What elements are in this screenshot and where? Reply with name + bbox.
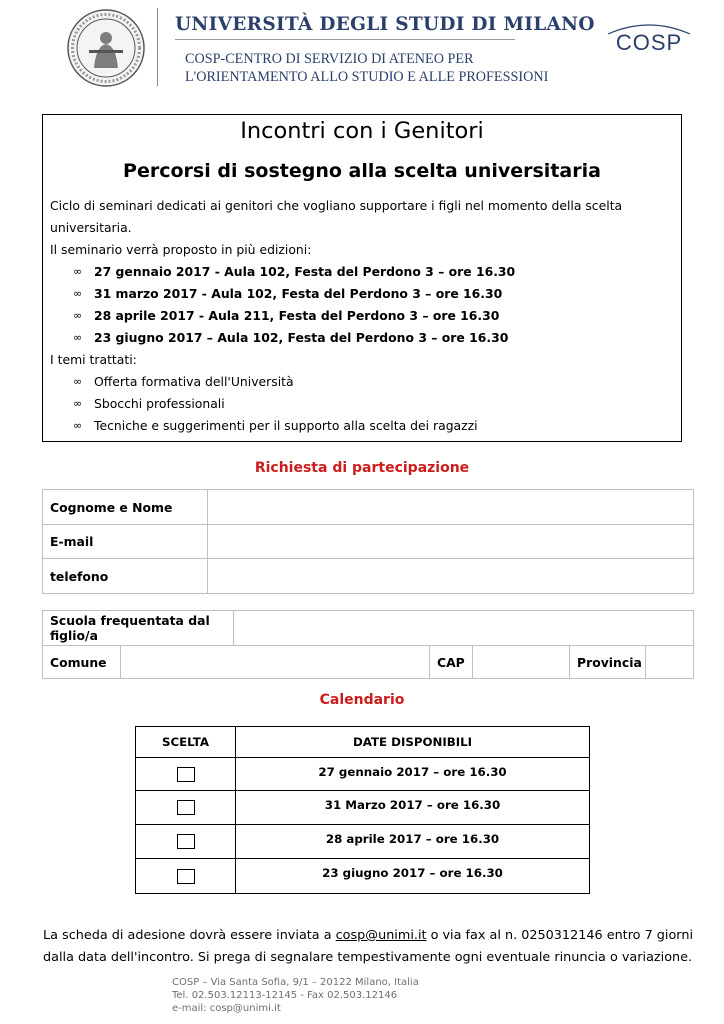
comune-field[interactable] (121, 646, 430, 679)
cosp-logo-text: COSP (615, 30, 683, 55)
cap-label: CAP (430, 646, 473, 679)
phone-field[interactable] (208, 559, 694, 594)
field-label-name: Cognome e Nome (43, 490, 208, 525)
school-label-line1: Scuola frequentata dal (50, 613, 210, 628)
intro-box (42, 114, 682, 442)
university-seal-icon (66, 8, 146, 88)
name-field[interactable] (208, 490, 694, 525)
choice-cell (136, 791, 236, 825)
bullet-icon: ∞ (73, 265, 83, 278)
address-line1: COSP – Via Santa Sofia, 9/1 – 20122 Milano, Italia (172, 977, 419, 988)
column-header-dates: DATE DISPONIBILI (236, 727, 590, 758)
address-line2: Tel. 02.503.12113-12145 - Fax 02.503.12146 (172, 990, 398, 1001)
cap-field[interactable] (473, 646, 570, 679)
school-table (42, 610, 694, 679)
topics-intro: I temi trattati: (50, 352, 137, 367)
topic-item: Offerta formativa dell'Università (94, 374, 294, 389)
university-name: UNIVERSITÀ DEGLI STUDI DI MILANO (175, 14, 595, 35)
page-subtitle: Percorsi di sostegno alla scelta universitaria (123, 160, 601, 182)
date-checkbox[interactable] (177, 869, 195, 884)
field-label-phone: telefono (43, 559, 208, 594)
edition-item: 23 giugno 2017 – Aula 102, Festa del Perdono 3 – ore 16.30 (94, 330, 509, 345)
edition-item: 28 aprile 2017 - Aula 211, Festa del Perdono 3 – ore 16.30 (94, 308, 500, 323)
address-line3: e-mail: cosp@unimi.it (172, 1003, 281, 1014)
submission-instructions (43, 926, 693, 946)
personal-data-table (42, 489, 694, 594)
cosp-logo (604, 22, 694, 56)
date-option: 31 Marzo 2017 – ore 16.30 (236, 791, 590, 825)
bullet-icon: ∞ (73, 309, 83, 322)
center-name-line1: COSP-CENTRO DI SERVIZIO DI ATENEO PER (185, 51, 474, 67)
field-label-email: E-mail (43, 525, 208, 559)
bullet-icon: ∞ (73, 397, 83, 410)
email-link[interactable]: cosp@unimi.it (335, 928, 427, 943)
request-heading: Richiesta di partecipazione (254, 460, 470, 476)
header-divider (157, 8, 158, 86)
page-title: Incontri con i Genitori (240, 118, 484, 144)
email-field[interactable] (208, 525, 694, 559)
instructions-text: La scheda di adesione dovrà essere inviata a (43, 928, 336, 943)
calendar-heading: Calendario (319, 692, 405, 708)
column-header-choice: SCELTA (136, 727, 236, 758)
choice-cell (136, 825, 236, 859)
school-field[interactable] (234, 611, 694, 646)
calendar-table (135, 726, 590, 894)
provincia-label: Provincia (570, 646, 646, 679)
topic-item: Sbocchi professionali (94, 396, 225, 411)
edition-item: 27 gennaio 2017 - Aula 102, Festa del Perdono 3 – ore 16.30 (94, 264, 516, 279)
school-label (43, 611, 234, 646)
provincia-field[interactable] (646, 646, 694, 679)
date-checkbox[interactable] (177, 767, 195, 782)
comune-label: Comune (43, 646, 121, 679)
editions-intro: Il seminario verrà proposto in più edizioni: (50, 242, 312, 257)
choice-cell (136, 859, 236, 894)
center-name-line2: L'ORIENTAMENTO ALLO STUDIO E ALLE PROFESSIONI (185, 69, 549, 85)
school-label-line2: figlio/a (50, 628, 98, 643)
description-line2: universitaria. (50, 220, 132, 235)
edition-item: 31 marzo 2017 - Aula 102, Festa del Perdono 3 – ore 16.30 (94, 286, 503, 301)
date-checkbox[interactable] (177, 834, 195, 849)
bullet-icon: ∞ (73, 375, 83, 388)
bullet-icon: ∞ (73, 331, 83, 344)
topic-item: Tecniche e suggerimenti per il supporto alla scelta dei ragazzi (94, 418, 478, 433)
bullet-icon: ∞ (73, 287, 83, 300)
bullet-icon: ∞ (73, 419, 83, 432)
date-checkbox[interactable] (177, 800, 195, 815)
date-option: 27 gennaio 2017 – ore 16.30 (236, 758, 590, 791)
description-line1: Ciclo di seminari dedicati ai genitori che vogliano supportare i figli nel momento della scelta (50, 198, 623, 213)
date-option: 23 giugno 2017 – ore 16.30 (236, 859, 590, 894)
choice-cell (136, 758, 236, 791)
instructions-line2: dalla data dell'incontro. Si prega di segnalare tempestivamente ogni eventuale rinuncia o variazione. (43, 950, 693, 965)
date-option: 28 aprile 2017 – ore 16.30 (236, 825, 590, 859)
instructions-text-after: o via fax al n. 0250312146 entro 7 giorni (426, 928, 694, 943)
header-rule (175, 39, 515, 40)
